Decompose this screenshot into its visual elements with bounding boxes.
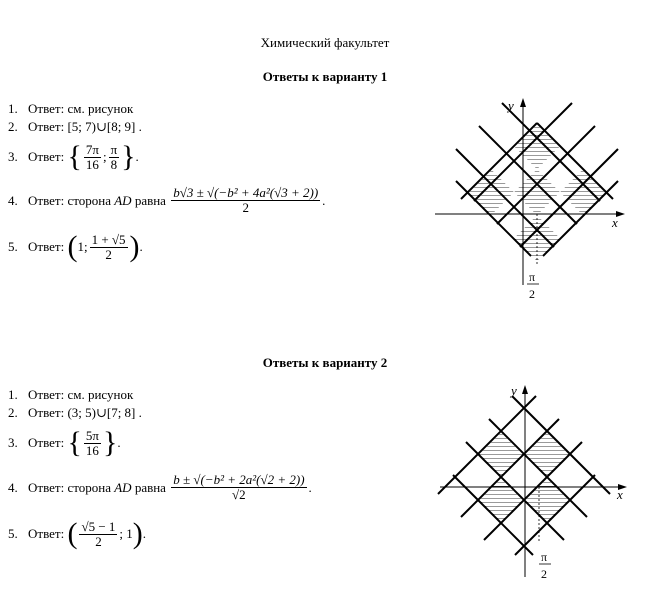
v1-answer-5: 5. Ответ: ( 1; $\frac{1 + √5}{2}$ ) .	[8, 230, 143, 263]
answer-number: 1.	[8, 387, 18, 402]
x-axis-label: x	[612, 215, 618, 230]
two-label: 2	[541, 567, 547, 581]
fraction: $\frac{1 + √5}{2}$	[91, 231, 126, 262]
two-label: 2	[529, 287, 535, 301]
fraction: $\frac{\text{b ± √(−b² + 2a²(√2 + 2))}}{√2}$	[173, 472, 305, 502]
fraction: $\frac{√5 - 1}{2}$	[81, 518, 116, 549]
pi-label: π	[529, 270, 536, 284]
right-paren: )	[132, 517, 143, 550]
answer-number: 4.	[8, 192, 18, 208]
x-axis-label: x	[617, 487, 623, 502]
hatched-square	[524, 430, 570, 476]
answer-label: Ответ:	[28, 239, 65, 254]
hatched-square	[478, 430, 524, 476]
y-axis-arrow	[520, 98, 526, 107]
answer-text: см. рисунок	[67, 101, 134, 116]
answer-label: Ответ:	[28, 387, 65, 402]
v2-answer-4: 4. Ответ: сторона AD равна $\frac{\text{b ± √(−b² + 2a²(√2 + 2))}}{√2}$ .	[8, 472, 312, 502]
v1-answer-1	[8, 101, 133, 117]
hatched-square	[524, 476, 570, 522]
answer-label: Ответ:	[28, 526, 65, 541]
answer-number: 3.	[8, 149, 18, 164]
variant2-title: Ответы к варианту 2	[262, 355, 388, 370]
left-brace: {	[67, 140, 82, 173]
grid-line	[438, 396, 536, 494]
answer-number: 1.	[8, 101, 18, 116]
answer-number: 3.	[8, 435, 18, 450]
fraction: $\frac{5\pi}{16}$	[85, 427, 99, 458]
v2-answer-3: 3. Ответ: { $\frac{5\pi}{16}$ } .	[8, 426, 121, 459]
answer-number: 2.	[8, 405, 18, 420]
y-axis-label: y	[508, 98, 514, 113]
v1-answer-2	[8, 119, 142, 135]
left-paren: (	[67, 230, 78, 263]
v2-answer-2	[8, 405, 142, 421]
variant2-graph	[435, 382, 635, 592]
v2-answer-1	[8, 387, 133, 403]
fraction: $\frac{\pi}{8}$	[110, 141, 118, 172]
right-brace: }	[121, 140, 136, 173]
variant1-graph	[430, 95, 630, 305]
answer-text: см. рисунок	[67, 387, 134, 402]
answer-number: 4.	[8, 479, 18, 495]
fraction: $\frac{\text{b√3 ± √(−b² + 4a²(√3 + 2))}}{2}$	[173, 185, 319, 215]
answer-number: 5.	[8, 526, 18, 541]
answer-label: Ответ:	[28, 119, 65, 134]
y-axis-arrow	[522, 385, 528, 394]
right-paren: )	[129, 230, 140, 263]
right-brace: }	[102, 426, 118, 459]
grid-line	[512, 396, 610, 494]
fraction: $\frac{7\pi}{16}$	[85, 141, 99, 172]
answer-text: (3; 5)∪[7; 8] .	[67, 405, 142, 420]
v1-answer-3: 3. Ответ: { $\frac{7\pi}{16}$ ; $\frac{\pi}{8}$ } .	[8, 140, 139, 173]
answer-label: Ответ:	[28, 405, 65, 420]
answer-number: 5.	[8, 239, 18, 254]
answer-label: Ответ:	[28, 192, 65, 208]
variant1-title: Ответы к варианту 1	[262, 69, 388, 84]
answer-label: Ответ:	[28, 101, 65, 116]
v1-answer-4: 4. Ответ: сторона AD равна $\frac{\text{b√3 ± √(−b² + 4a²(√3 + 2))}}{2}$ .	[8, 185, 326, 215]
answer-label: Ответ:	[28, 149, 65, 164]
hatched-square	[478, 476, 524, 522]
pi-label: π	[541, 550, 548, 564]
answer-label: Ответ:	[28, 479, 65, 495]
answer-text: [5; 7)∪[8; 9] .	[67, 119, 142, 134]
answer-number: 2.	[8, 119, 18, 134]
hatched-square	[468, 169, 514, 215]
answer-label: Ответ:	[28, 435, 65, 450]
left-paren: (	[67, 517, 78, 550]
faculty-title: Химический факультет	[260, 35, 390, 50]
hatched-square	[514, 169, 560, 215]
y-axis-label: y	[511, 383, 517, 398]
left-brace: {	[67, 426, 82, 459]
hatched-square	[560, 169, 606, 215]
hatched-square	[514, 123, 560, 169]
v2-answer-5: 5. Ответ: ( $\frac{√5 - 1}{2}$ ; 1 ) .	[8, 517, 147, 550]
